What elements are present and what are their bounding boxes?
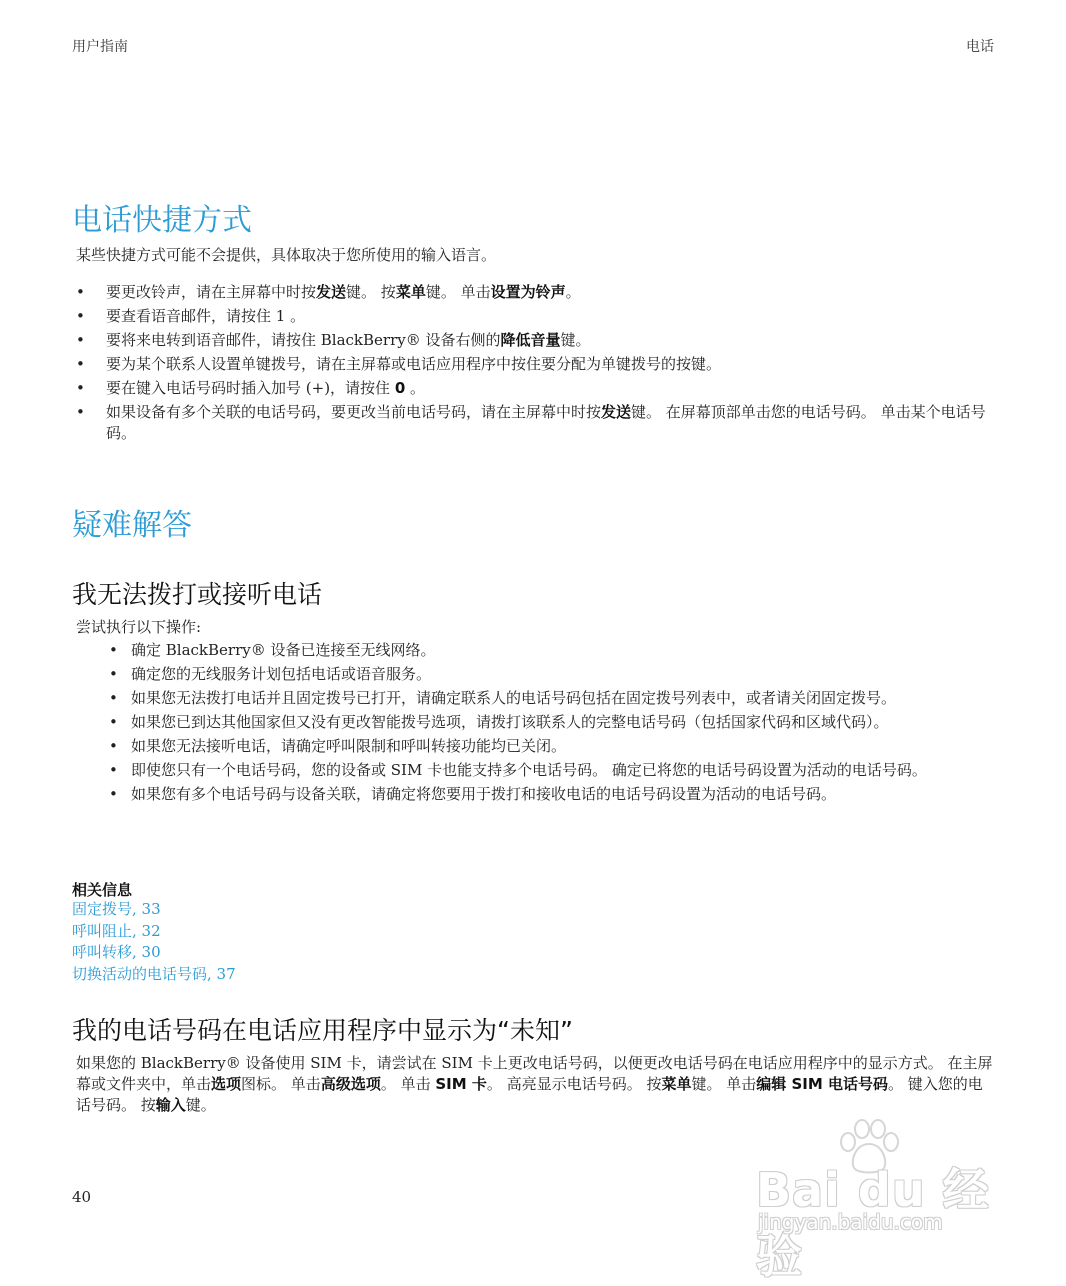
list-item: • 要将来电转到语音邮件，请按住 BlackBerry® 设备右侧的降低音量键。 (106, 330, 986, 351)
list-item: • 要在键入电话号码时插入加号 (+)，请按住 0 。 (106, 378, 986, 399)
list-item: • 要为某个联系人设置单键拨号，请在主屏幕或电话应用程序中按住要分配为单键拨号的按键。 (106, 354, 986, 375)
list-item: • 如果您无法接听电话，请确定呼叫限制和呼叫转接功能均已关闭。 (131, 736, 997, 757)
list-item: • 即使您只有一个电话号码，您的设备或 SIM 卡也能支持多个电话号码。 确定已将您的电话号码设置为活动的电话号码。 (131, 760, 997, 781)
baidu-jingyan-watermark (756, 1116, 1006, 1283)
list-item: • 确定您的无线服务计划包括电话或语音服务。 (131, 664, 997, 685)
watermark-logo-text: Bai du 经验 (756, 1163, 990, 1283)
related-link-call-forwarding[interactable]: 呼叫转移, 30 (72, 943, 161, 961)
list-item: • 如果设备有多个关联的电话号码，要更改当前电话号码，请在主屏幕中时按发送键。 在屏幕顶部单击您的电话号码。 单击某个电话号码。 (106, 402, 986, 444)
troubleshooting-list (131, 640, 997, 808)
list-item: • 要更改铃声，请在主屏幕中时按发送键。 按菜单键。 单击设置为铃声。 (106, 282, 986, 303)
watermark-url: jingyan.baidu.com (758, 1210, 943, 1234)
related-link-call-blocking[interactable]: 呼叫阻止, 32 (72, 921, 161, 940)
related-link-fixed-dialing[interactable]: 固定拨号, 33 (72, 900, 161, 918)
shortcuts-list (106, 282, 986, 447)
list-item: • 如果您有多个电话号码与设备关联，请确定将您要用于拨打和接收电话的电话号码设置为活动的电话号码。 (131, 784, 997, 805)
list-item: • 如果您已到达其他国家但又没有更改智能拨号选项，请拨打该联系人的完整电话号码（包括国家代码和区域代码）。 (131, 712, 997, 733)
running-header-title: 用户指南 (72, 39, 128, 55)
section-title-shortcuts: 电话快捷方式 (72, 203, 252, 238)
section-title-troubleshooting: 疑难解答 (72, 508, 192, 543)
subsection-title-unknown-number: 我的电话号码在电话应用程序中显示为“未知” (72, 1016, 573, 1045)
subsection-title-cannot-call: 我无法拨打或接听电话 (72, 580, 323, 609)
list-item: • 要查看语音邮件，请按住 1 。 (106, 306, 986, 327)
running-header-section: 电话 (966, 39, 994, 55)
page-number: 40 (72, 1188, 92, 1206)
cannot-call-intro: 尝试执行以下操作: (76, 618, 202, 636)
related-info-heading: 相关信息 (72, 881, 133, 899)
list-item: • 如果您无法拨打电话并且固定拨号已打开，请确定联系人的电话号码包括在固定拨号列表中，或者请关闭固定拨号。 (131, 688, 997, 709)
shortcuts-intro: 某些快捷方式可能不会提供，具体取决于您所使用的输入语言。 (76, 246, 497, 264)
related-info-links (72, 899, 236, 985)
related-link-switch-active-number[interactable]: 切换活动的电话号码, 37 (72, 964, 236, 983)
list-item: • 确定 BlackBerry® 设备已连接至无线网络。 (131, 640, 997, 661)
unknown-number-paragraph: 如果您的 BlackBerry® 设备使用 SIM 卡，请尝试在 SIM 卡上更改电话号码，以便更改电话号码在电话应用程序中的显示方式。 在主屏幕或文件夹中，单击选项图标。 单击高级选项。 单击 SIM 卡。 高亮显示电话号码。 按菜单键。 单击编辑 SIM 电话号码。 键入您的电话号码。 按输入键。 (76, 1054, 993, 1114)
